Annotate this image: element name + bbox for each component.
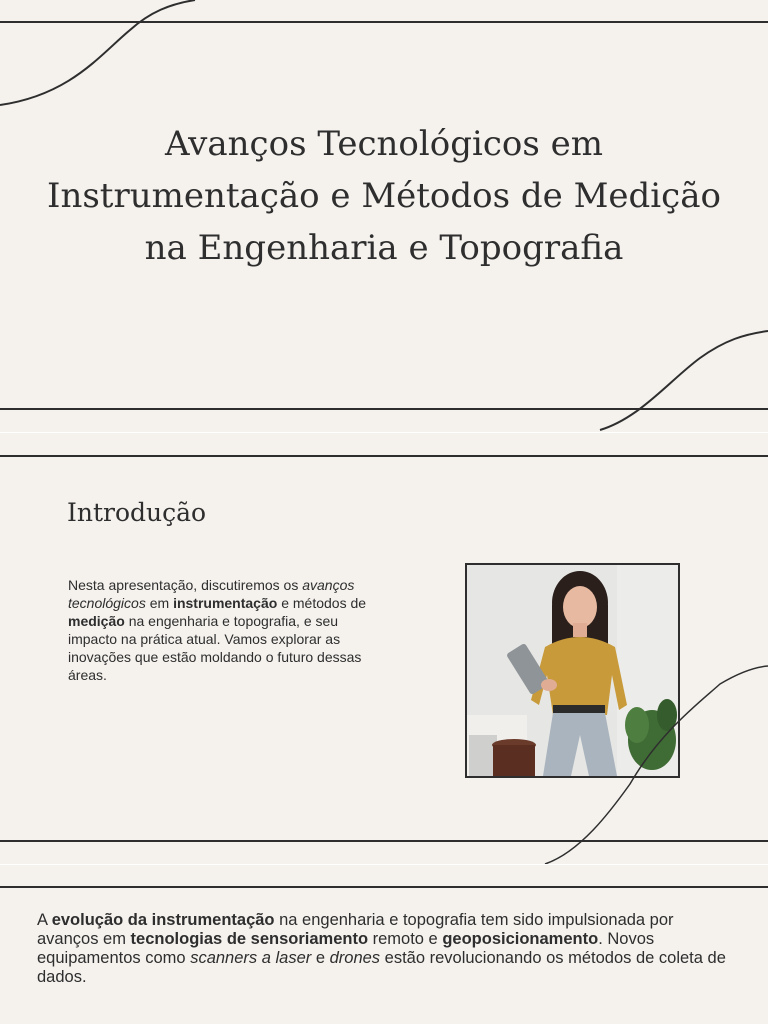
slide-divider — [0, 864, 768, 865]
intro-paragraph: Nesta apresentação, discutiremos os avanços tecnológicos em instrumentação e métodos de medição na engenharia e topografia, e seu impacto na prática atual. Vamos explorar as inovações que estão moldando o futuro dessas áreas. — [68, 577, 367, 683]
intro-slide — [0, 432, 768, 864]
page-title: Avanços Tecnológicos em Instrumentação e Métodos de Medição na Engenharia e Topografia — [47, 124, 721, 268]
bottom-rule — [0, 840, 768, 842]
title-slide — [0, 0, 768, 432]
content-slide — [0, 864, 768, 1024]
top-rule — [0, 886, 768, 888]
slide-divider — [0, 432, 768, 433]
bottom-rule — [0, 408, 768, 410]
evolution-paragraph: A evolução da instrumentação na engenharia e topografia tem sido impulsionada por avanços em tecnologias de sensoriamento remoto e geoposicionamento. Novos equipamentos como scanners a laser e drones estão revolucionando os métodos de coleta de dados. — [37, 911, 726, 986]
intro-heading: Introdução — [67, 498, 207, 527]
decorative-curve-right — [0, 432, 768, 864]
